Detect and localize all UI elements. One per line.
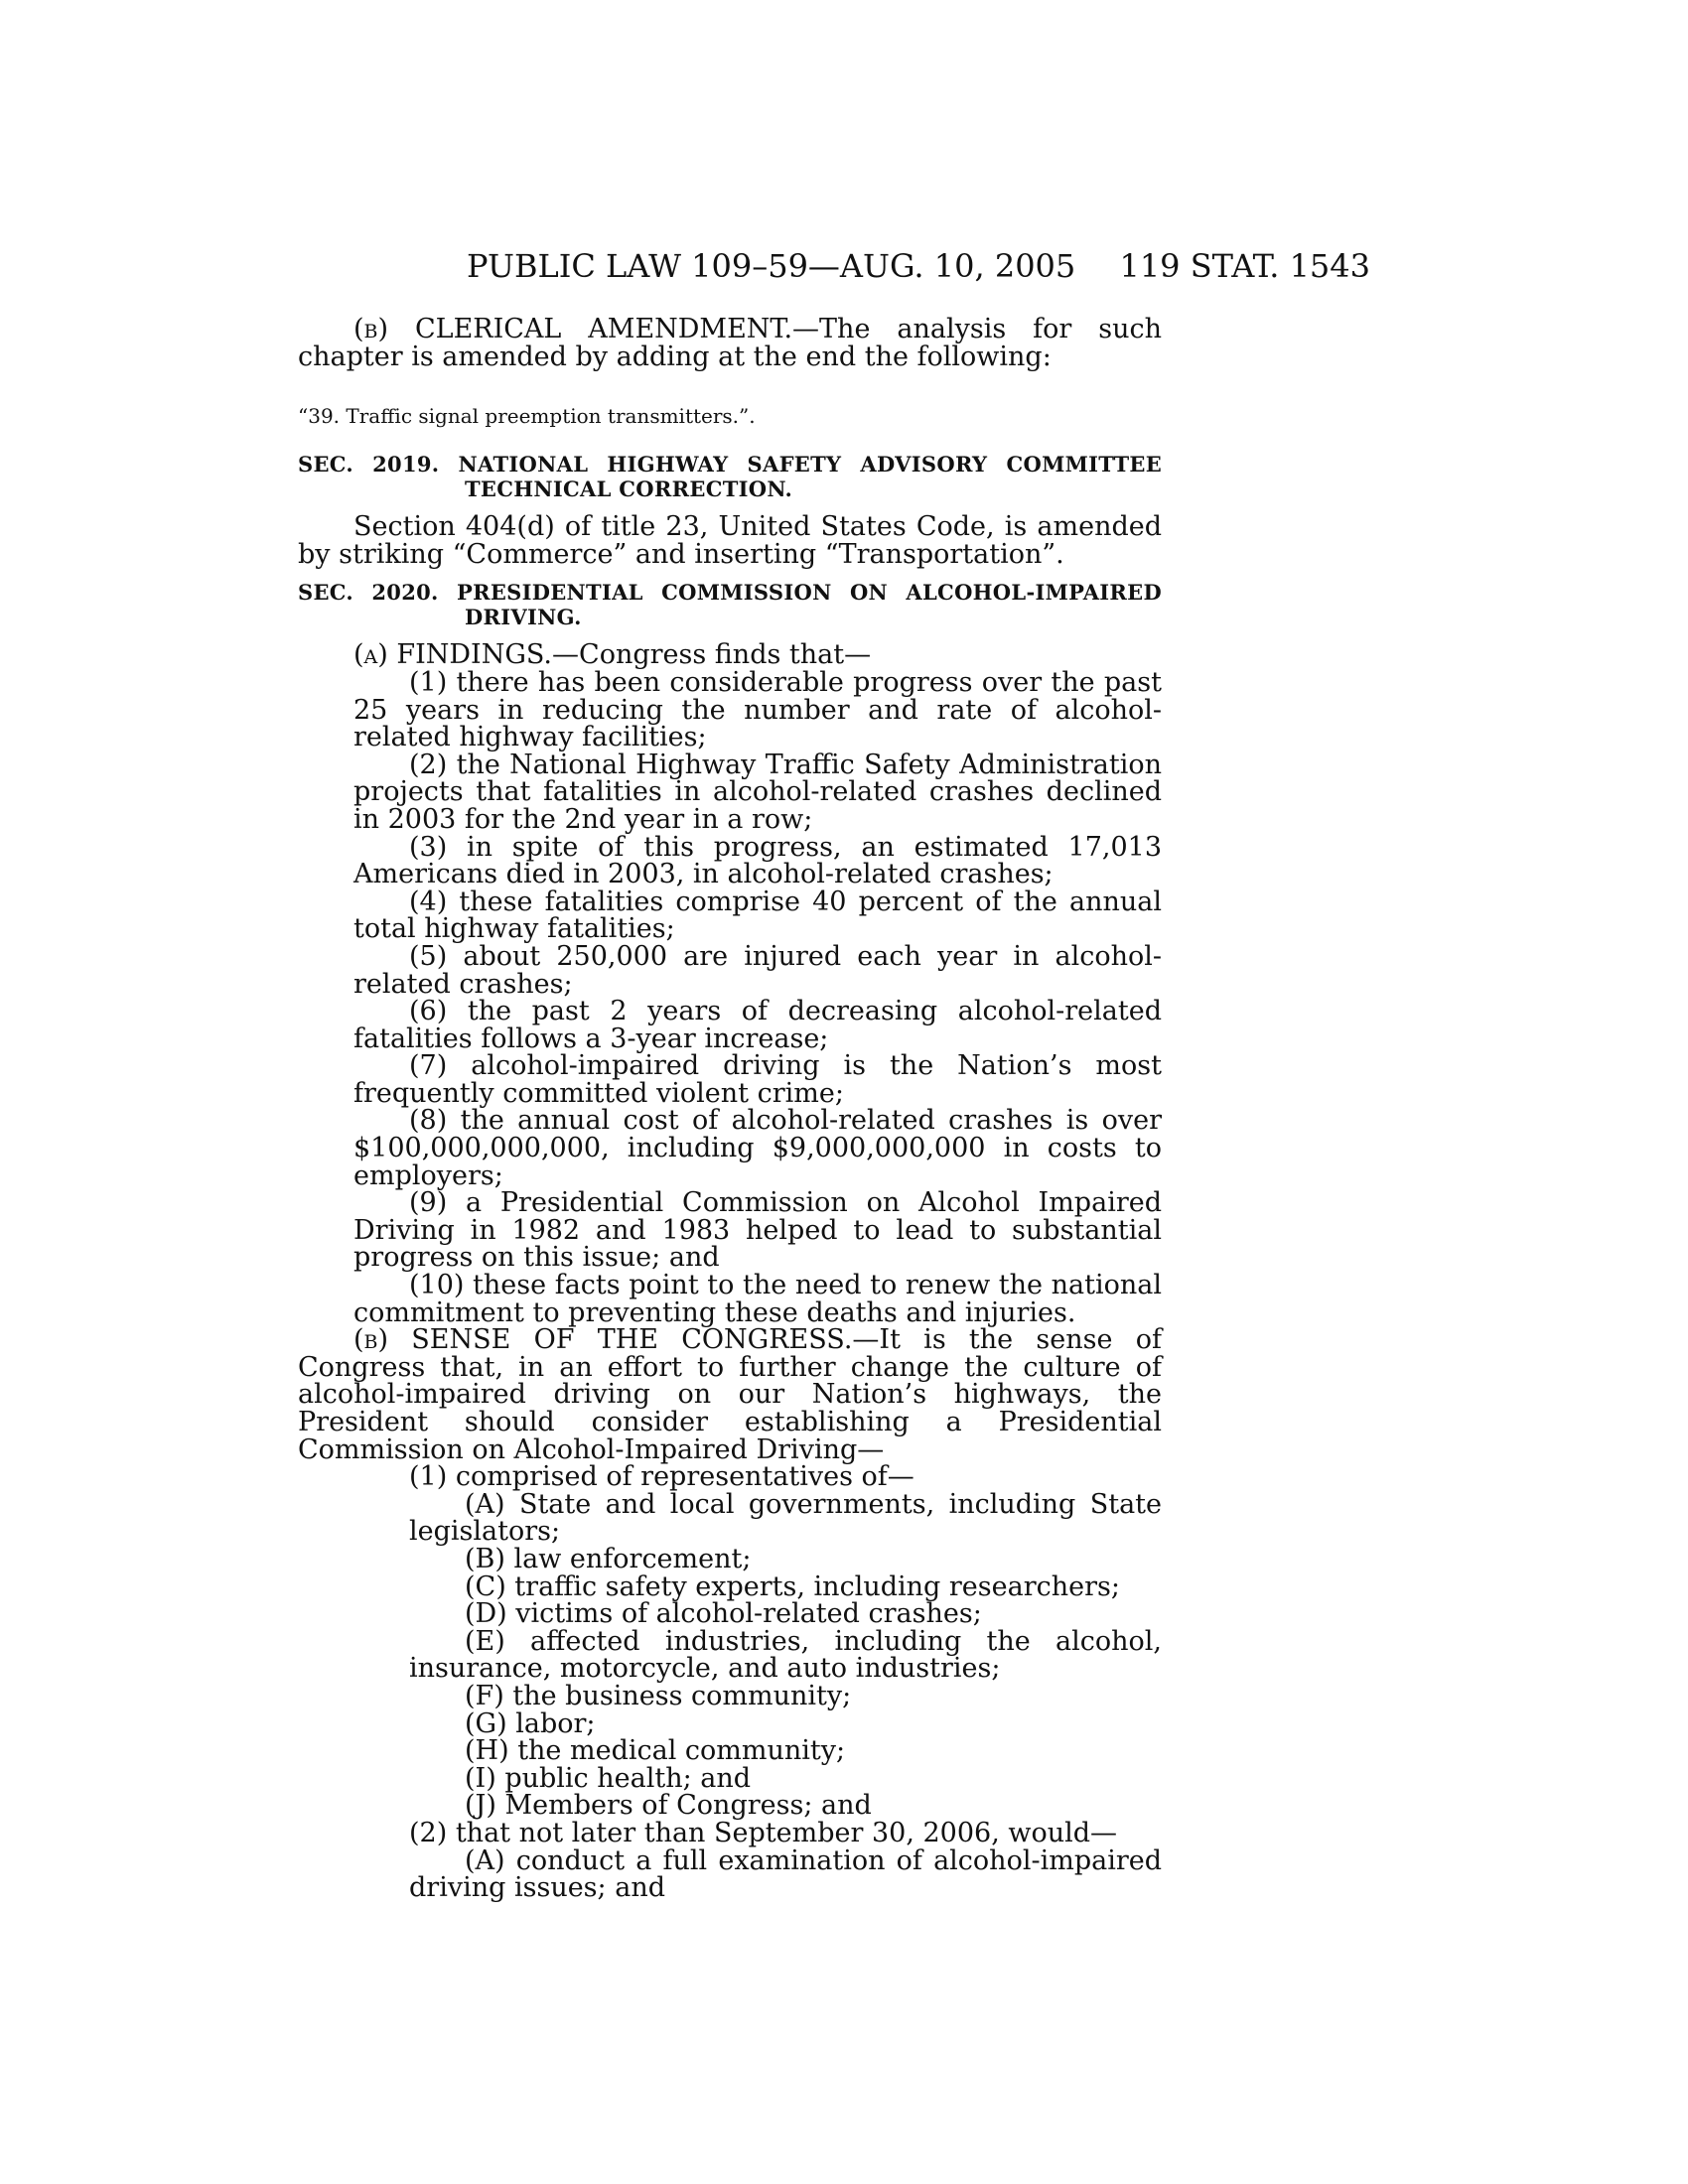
clerical-list-item: “39. Traffic signal preemption transmitters.”. (298, 404, 756, 429)
statute-page-number: 119 STAT. 1543 (1119, 247, 1370, 285)
subparagraph-item: (F) the business community; (465, 1680, 852, 1711)
subparagraph-item: (A) State and local governments, including State legislators; (409, 1488, 1162, 1548)
subparagraph-item: (H) the medical community; (465, 1735, 846, 1767)
finding-item: (1) there has been considerable progress over the past 25 years in reducing the number and rate of alcohol-related highway facilities; (353, 666, 1162, 753)
finding-item: (10) these facts point to the need to renew the national commitment to preventing these deaths and injuries. (353, 1270, 1162, 1328)
sense-of-congress-paragraph (298, 1326, 1162, 1463)
page-header (298, 246, 1370, 296)
findings-intro: —Congress finds that— (552, 639, 872, 671)
subparagraph-item: (E) affected industries, including the alcohol, insurance, motorcycle, and auto industries; (409, 1625, 1162, 1685)
finding-item: (2) the National Highway Traffic Safety Administration projects that fatalities in alcohol-related crashes declined in 2003 for the 2nd year in a row; (353, 749, 1162, 835)
subparagraph-item: (I) public health; and (465, 1762, 752, 1794)
subparagraph-item: (C) traffic safety experts, including researchers; (465, 1570, 1120, 1602)
finding-item: (8) the annual cost of alcohol-related crashes is over $100,000,000,000, including $9,000,000,000 in costs to employers; (353, 1105, 1162, 1191)
clerical-amendment-text: —The analysis for such chapter is amended by adding at the end the following: (298, 314, 1162, 372)
finding-item: (6) the past 2 years of decreasing alcohol-related fatalities follows a 3-year increase; (353, 996, 1162, 1054)
finding-item: (5) about 250,000 are injured each year in alcohol-related crashes; (353, 940, 1162, 1000)
sense-of-congress-heading: (b) SENSE OF THE CONGRESS. (353, 1324, 853, 1356)
section-2020-heading: SEC. 2020. PRESIDENTIAL COMMISSION ON ALCOHOL-IMPAIRED DRIVING. (298, 580, 1162, 630)
findings-heading: (a) FINDINGS. (353, 639, 553, 671)
subparagraph-item: (D) victims of alcohol-related crashes; (465, 1598, 982, 1630)
paragraph-1: (1) comprised of representatives of— (409, 1461, 914, 1493)
section-2019-text: Section 404(d) of title 23, United States Code, is amended by striking “Commerce” and inserting “Transportation”. (298, 511, 1162, 570)
finding-item: (3) in spite of this progress, an estimated 17,013 Americans died in 2003, in alcohol-related crashes; (353, 831, 1162, 890)
section-2019-heading: SEC. 2019. NATIONAL HIGHWAY SAFETY ADVISORY COMMITTEE TECHNICAL CORRECTION. (298, 452, 1162, 502)
clerical-amendment-paragraph (298, 316, 1162, 370)
findings-paragraph (298, 641, 1162, 669)
clerical-amendment-heading: (b) CLERICAL AMENDMENT. (353, 314, 793, 344)
document-body (298, 316, 1162, 1902)
subparagraph-item: (A) conduct a full examination of alcohol-impaired driving issues; and (409, 1844, 1162, 1904)
finding-item: (9) a Presidential Commission on Alcohol Impaired Driving in 1982 and 1983 helped to lead to substantial progress on this issue; and (353, 1187, 1162, 1274)
subparagraph-item: (G) labor; (465, 1707, 596, 1739)
sense-of-congress-text: —It is the sense of Congress that, in an effort to further change the culture of alcohol-impaired driving on our Nation’s highways, the President should consider establishing a Presidential Commission on Alcohol-Impaired Driving— (298, 1324, 1162, 1465)
public-law-title: PUBLIC LAW 109–59—AUG. 10, 2005 (467, 247, 1076, 285)
finding-item: (4) these fatalities comprise 40 percent of the annual total highway fatalities; (353, 886, 1162, 945)
finding-item: (7) alcohol-impaired driving is the Nation’s most frequently committed violent crime; (353, 1050, 1162, 1109)
subparagraph-item: (B) law enforcement; (465, 1543, 752, 1574)
subparagraph-item: (J) Members of Congress; and (465, 1790, 872, 1822)
paragraph-2: (2) that not later than September 30, 2006, would— (409, 1817, 1118, 1848)
